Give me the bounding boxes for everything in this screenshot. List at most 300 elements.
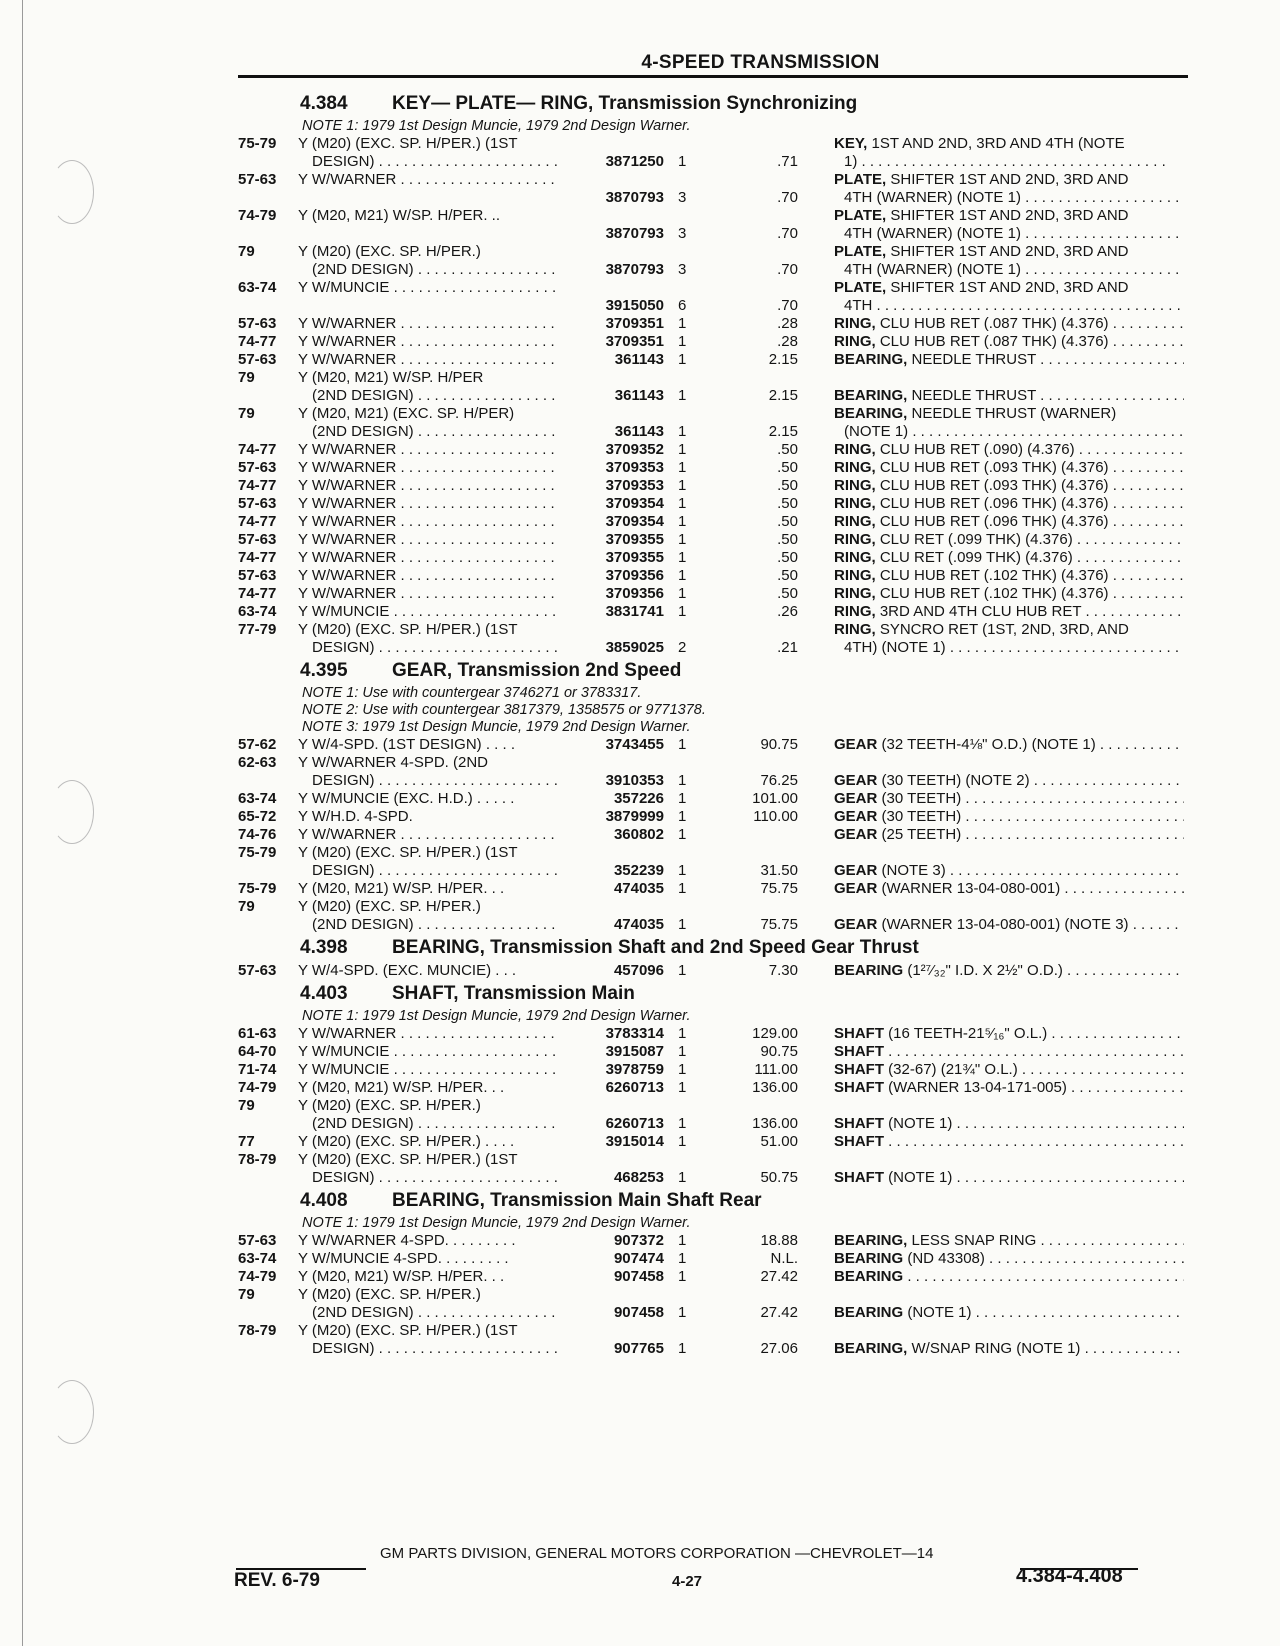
application: [298, 1097, 558, 1133]
application-line: [298, 405, 558, 423]
parts-row: [238, 585, 1188, 603]
application-text: Y (M20) (EXC. SP. H/PER.) (1ST: [298, 1322, 518, 1339]
application-line: [298, 549, 558, 567]
description: [834, 862, 1184, 880]
description-keyword: RING,: [834, 567, 876, 584]
description: [834, 135, 1184, 171]
description-text: CLU RET (.099 THK) (4.376): [879, 549, 1073, 566]
part-number: 3870793: [605, 189, 664, 206]
parts-row: [238, 513, 1188, 531]
application-line: [298, 477, 558, 495]
description-line: [834, 441, 1184, 459]
part-number: 352239: [613, 862, 664, 879]
parts-row: [238, 808, 1188, 826]
description: [834, 772, 1184, 790]
part-number: 3915050: [605, 297, 664, 314]
description-keyword: BEARING,: [834, 1340, 908, 1357]
description-line: [834, 1079, 1184, 1097]
description-text: SYNCRO RET (1ST, 2ND, 3RD, AND: [879, 621, 1129, 638]
application-line: [298, 1232, 558, 1250]
description-text: SHIFTER 1ST AND 2ND, 3RD AND: [890, 171, 1129, 188]
description: [834, 171, 1184, 207]
part-number: 6260713: [605, 1079, 664, 1096]
description-keyword: BEARING,: [834, 387, 908, 404]
quantity: 1: [678, 916, 687, 933]
binder-hole-mark: [50, 780, 94, 844]
application: [298, 1268, 558, 1286]
application-line: [298, 790, 558, 808]
price: 136.00: [752, 1079, 798, 1096]
description-text: (32-67) (21¾" O.L.): [888, 1061, 1018, 1078]
part-number: 3709354: [605, 513, 664, 530]
description-line: [834, 297, 1184, 315]
application-line: [298, 279, 558, 297]
model-years: 74-77: [238, 333, 277, 350]
price: 2.15: [768, 351, 798, 368]
footer-publisher: GM PARTS DIVISION, GENERAL MOTORS CORPORATION —CHEVROLET—14: [380, 1545, 934, 1562]
parts-row: [238, 962, 1188, 980]
description-line: [834, 808, 1184, 826]
application: [298, 1079, 558, 1097]
description: [834, 351, 1184, 369]
section-note: NOTE 3: 1979 1st Design Muncie, 1979 2nd Design Warner.: [302, 719, 691, 735]
quantity: 1: [678, 459, 687, 476]
price: .50: [777, 477, 798, 494]
binder-hole-mark: [50, 160, 94, 224]
description: [834, 1250, 1184, 1268]
quantity: 1: [678, 495, 687, 512]
parts-row: [238, 1061, 1188, 1079]
part-number: 3859025: [605, 639, 664, 656]
application-text: Y W/MUNCIE: [298, 279, 390, 296]
description-line: [834, 1025, 1184, 1043]
model-years: 74-79: [238, 1268, 277, 1285]
application-line: [298, 1340, 558, 1358]
price: 75.75: [760, 916, 798, 933]
binder-hole-mark: [50, 1380, 94, 1444]
description-text: W/SNAP RING (NOTE 1) . . . . . .: [911, 1340, 1131, 1357]
description: [834, 621, 1184, 657]
application-text: Y (M20, M21) (EXC. SP. H/PER): [298, 405, 515, 422]
application-text: Y W/MUNCIE: [298, 603, 390, 620]
application-text: Y W/MUNCIE (EXC. H.D.) . . . . .: [298, 790, 515, 807]
description-text: (30 TEETH) (NOTE 2): [881, 772, 1030, 789]
description-text: 1): [844, 153, 858, 170]
description-keyword: PLATE,: [834, 207, 887, 224]
parts-row: [238, 1151, 1188, 1187]
part-number: 907458: [613, 1304, 664, 1321]
description-line: [834, 790, 1184, 808]
description-text: (32 TEETH-4⅛" O.D.) (NOTE 1) . . . .: [881, 736, 1130, 753]
application-text: Y W/4-SPD. (EXC. MUNCIE) . . .: [298, 962, 517, 979]
application-line: [298, 261, 558, 279]
application-line: [298, 621, 558, 639]
parts-row: [238, 351, 1188, 369]
description-keyword: BEARING,: [834, 1232, 908, 1249]
part-number: 3831741: [605, 603, 664, 620]
quantity: 3: [678, 225, 687, 242]
application-line: [298, 441, 558, 459]
application-text: DESIGN): [312, 862, 375, 879]
application-text: Y W/H.D. 4-SPD.: [298, 808, 413, 825]
model-years: 78-79: [238, 1151, 277, 1168]
application-text: DESIGN): [312, 639, 375, 656]
application-text: Y W/MUNCIE 4-SPD. . . . . . . . .: [298, 1250, 509, 1267]
price: .50: [777, 459, 798, 476]
description-line: [834, 171, 1184, 189]
description-line: [834, 135, 1184, 153]
description-text: (WARNER 13-04-171-005) . . . . . . .: [888, 1079, 1126, 1096]
price: .50: [777, 549, 798, 566]
part-number: 3870793: [605, 225, 664, 242]
description-text: (NOTE 3): [881, 862, 946, 879]
description: [834, 459, 1184, 477]
quantity: 1: [678, 808, 687, 825]
description: [834, 531, 1184, 549]
description: [834, 826, 1184, 844]
application-line: [298, 1025, 558, 1043]
application-text: Y W/WARNER: [298, 315, 397, 332]
description-keyword: GEAR: [834, 772, 878, 789]
quantity: 1: [678, 826, 687, 843]
parts-row: [238, 549, 1188, 567]
application-text: Y W/WARNER: [298, 351, 397, 368]
section-number: 4.398: [300, 937, 348, 958]
section-note: NOTE 1: 1979 1st Design Muncie, 1979 2nd Design Warner.: [302, 1215, 691, 1231]
description-text: SHIFTER 1ST AND 2ND, 3RD AND: [890, 279, 1129, 296]
description-text: CLU HUB RET (.090) (4.376): [879, 441, 1075, 458]
application-text: Y W/WARNER: [298, 477, 397, 494]
part-number: 907765: [613, 1340, 664, 1357]
application-text: Y W/4-SPD. (1ST DESIGN) . . . .: [298, 736, 515, 753]
application-line: [298, 880, 558, 898]
application: [298, 549, 558, 567]
description-text: 4TH (WARNER) (NOTE 1): [844, 261, 1021, 278]
description-line: [834, 585, 1184, 603]
application-line: [298, 135, 558, 153]
part-number: 3709354: [605, 495, 664, 512]
description-text: 4TH) (NOTE 1): [844, 639, 946, 656]
application-line: [298, 1169, 558, 1187]
description-line: [834, 1169, 1184, 1187]
application-line: [298, 826, 558, 844]
description-line: [834, 603, 1184, 621]
model-years: 79: [238, 405, 255, 422]
part-number: 357226: [613, 790, 664, 807]
quantity: 1: [678, 880, 687, 897]
model-years: 65-72: [238, 808, 277, 825]
description-text: NEEDLE THRUST: [911, 351, 1036, 368]
quantity: 1: [678, 736, 687, 753]
quantity: 1: [678, 1043, 687, 1060]
application-text: Y W/WARNER: [298, 495, 397, 512]
description: [834, 808, 1184, 826]
quantity: 1: [678, 351, 687, 368]
description-line: [834, 261, 1184, 279]
part-number: 474035: [613, 916, 664, 933]
part-number: 3910353: [605, 772, 664, 789]
part-number: 3870793: [605, 261, 664, 278]
price: .50: [777, 495, 798, 512]
application: [298, 1025, 558, 1043]
description: [834, 603, 1184, 621]
price: 129.00: [752, 1025, 798, 1042]
part-number: 474035: [613, 880, 664, 897]
application-line: [298, 1322, 558, 1340]
quantity: 1: [678, 1169, 687, 1186]
description-keyword: RING,: [834, 513, 876, 530]
quantity: 6: [678, 297, 687, 314]
part-number: 3709356: [605, 585, 664, 602]
part-number: 3871250: [605, 153, 664, 170]
description-line: [834, 962, 1184, 980]
application: [298, 477, 558, 495]
price: .28: [777, 333, 798, 350]
price: 50.75: [760, 1169, 798, 1186]
application-text: Y W/WARNER: [298, 513, 397, 530]
application: [298, 603, 558, 621]
application: [298, 585, 558, 603]
quantity: 1: [678, 153, 687, 170]
parts-row: [238, 459, 1188, 477]
description: [834, 1232, 1184, 1250]
section-number: 4.408: [300, 1190, 348, 1211]
description-keyword: BEARING: [834, 962, 904, 979]
application: [298, 790, 558, 808]
application-text: Y (M20) (EXC. SP. H/PER.): [298, 243, 481, 260]
application-text: Y (M20, M21) W/SP. H/PER. . .: [298, 1079, 505, 1096]
price: 90.75: [760, 1043, 798, 1060]
model-years: 79: [238, 1286, 255, 1303]
description-line: [834, 531, 1184, 549]
parts-row: [238, 441, 1188, 459]
application-line: [298, 459, 558, 477]
description-line: [834, 772, 1184, 790]
model-years: 64-70: [238, 1043, 277, 1060]
page-edge-line: [22, 0, 23, 1646]
application-text: Y (M20) (EXC. SP. H/PER.) (1ST: [298, 621, 518, 638]
parts-row: [238, 1097, 1188, 1133]
description-line: [834, 387, 1184, 405]
parts-row: [238, 243, 1188, 279]
price: .71: [777, 153, 798, 170]
description: [834, 585, 1184, 603]
sections-container: [238, 90, 1188, 1358]
application-text: DESIGN): [312, 153, 375, 170]
application-line: [298, 495, 558, 513]
parts-row: [238, 880, 1188, 898]
application: [298, 1151, 558, 1187]
description-line: [834, 153, 1184, 171]
model-years: 75-79: [238, 844, 277, 861]
section-title: BEARING, Transmission Shaft and 2nd Speed Gear Thrust: [392, 937, 919, 958]
application: [298, 1286, 558, 1322]
description-line: [834, 736, 1184, 754]
part-number: 3709356: [605, 567, 664, 584]
part-number: 457096: [613, 962, 664, 979]
part-number: 3709351: [605, 333, 664, 350]
description-keyword: RING,: [834, 333, 876, 350]
parts-row: [238, 603, 1188, 621]
description: [834, 1304, 1184, 1322]
section-note: NOTE 2: Use with countergear 3817379, 1358575 or 9771378.: [302, 702, 706, 718]
page-header-title: 4-SPEED TRANSMISSION: [641, 52, 880, 73]
application: [298, 315, 558, 333]
description-keyword: RING,: [834, 585, 876, 602]
quantity: 1: [678, 1268, 687, 1285]
application-text: Y (M20, M21) W/SP. H/PER: [298, 369, 484, 386]
application-line: [298, 772, 558, 790]
description-keyword: RING,: [834, 441, 876, 458]
price: 51.00: [760, 1133, 798, 1150]
section-heading: [238, 980, 1188, 1008]
price: 27.42: [760, 1304, 798, 1321]
quantity: 1: [678, 790, 687, 807]
application-line: [298, 171, 558, 189]
description: [834, 1043, 1184, 1061]
application-line: [298, 916, 558, 934]
parts-row: [238, 736, 1188, 754]
part-number: 3978759: [605, 1061, 664, 1078]
section-heading: [238, 657, 1188, 685]
parts-row: [238, 171, 1188, 207]
application-text: Y (M20, M21) W/SP. H/PER. . .: [298, 880, 505, 897]
price: .50: [777, 567, 798, 584]
description-line: [834, 477, 1184, 495]
price: 136.00: [752, 1115, 798, 1132]
description: [834, 1025, 1184, 1043]
model-years: 78-79: [238, 1322, 277, 1339]
application-text: Y W/WARNER: [298, 585, 397, 602]
model-years: 79: [238, 898, 255, 915]
description-line: [834, 225, 1184, 243]
parts-row: [238, 826, 1188, 844]
application: [298, 531, 558, 549]
section-number: 4.384: [300, 93, 348, 114]
application-text: Y W/WARNER: [298, 441, 397, 458]
part-number: 3709353: [605, 459, 664, 476]
parts-row: [238, 1322, 1188, 1358]
part-number: 3709352: [605, 441, 664, 458]
description-text: NEEDLE THRUST: [911, 387, 1036, 404]
application-text: (2ND DESIGN): [312, 261, 414, 278]
application: [298, 736, 558, 754]
description-keyword: GEAR: [834, 880, 878, 897]
application-line: [298, 603, 558, 621]
model-years: 71-74: [238, 1061, 277, 1078]
model-years: 57-63: [238, 171, 277, 188]
quantity: 1: [678, 603, 687, 620]
description-line: [834, 315, 1184, 333]
description: [834, 549, 1184, 567]
application-text: Y W/WARNER 4-SPD. . . . . . . . .: [298, 1232, 516, 1249]
price: N.L.: [770, 1250, 798, 1267]
description: [834, 1268, 1184, 1286]
catalog-page: [238, 52, 1188, 1358]
application: [298, 754, 558, 790]
part-number: 3915014: [605, 1133, 664, 1150]
quantity: 1: [678, 513, 687, 530]
description-line: [834, 351, 1184, 369]
quantity: 3: [678, 261, 687, 278]
description: [834, 513, 1184, 531]
section-number: 4.403: [300, 983, 348, 1004]
price: .21: [777, 639, 798, 656]
application: [298, 1250, 558, 1268]
application: [298, 459, 558, 477]
description-text: SHIFTER 1ST AND 2ND, 3RD AND: [890, 207, 1129, 224]
model-years: 74-77: [238, 549, 277, 566]
description: [834, 1133, 1184, 1151]
description-text: (25 TEETH): [881, 826, 962, 843]
price: 27.42: [760, 1268, 798, 1285]
price: 75.75: [760, 880, 798, 897]
description: [834, 441, 1184, 459]
parts-row: [238, 754, 1188, 790]
application-text: Y (M20) (EXC. SP. H/PER.) . . . .: [298, 1133, 515, 1150]
application-line: [298, 1115, 558, 1133]
description-keyword: PLATE,: [834, 279, 887, 296]
part-number: 360802: [613, 826, 664, 843]
application-line: [298, 1286, 558, 1304]
description-keyword: BEARING: [834, 1250, 904, 1267]
application-line: [298, 1250, 558, 1268]
application-line: [298, 1079, 558, 1097]
description-text: (NOTE 1): [907, 1304, 972, 1321]
application-line: [298, 808, 558, 826]
description: [834, 207, 1184, 243]
application-text: Y (M20, M21) W/SP. H/PER. ..: [298, 207, 501, 224]
application-text: Y (M20) (EXC. SP. H/PER.): [298, 1286, 481, 1303]
price: 27.06: [760, 1340, 798, 1357]
application-line: [298, 639, 558, 657]
parts-row: [238, 844, 1188, 880]
description: [834, 387, 1184, 405]
model-years: 57-63: [238, 531, 277, 548]
model-years: 75-79: [238, 880, 277, 897]
price: .70: [777, 297, 798, 314]
application-line: [298, 423, 558, 441]
description-keyword: GEAR: [834, 826, 878, 843]
application-line: [298, 844, 558, 862]
parts-row: [238, 405, 1188, 441]
price: 18.88: [760, 1232, 798, 1249]
quantity: 1: [678, 1061, 687, 1078]
model-years: 63-74: [238, 1250, 277, 1267]
description: [834, 1115, 1184, 1133]
parts-row: [238, 333, 1188, 351]
model-years: 77: [238, 1133, 255, 1150]
description: [834, 243, 1184, 279]
description-keyword: RING,: [834, 531, 876, 548]
model-years: 57-63: [238, 567, 277, 584]
description-keyword: RING,: [834, 477, 876, 494]
model-years: 74-76: [238, 826, 277, 843]
model-years: 57-63: [238, 962, 277, 979]
model-years: 62-63: [238, 754, 277, 771]
price: 7.30: [768, 962, 798, 979]
price: .26: [777, 603, 798, 620]
model-years: 74-79: [238, 207, 277, 224]
description-line: [834, 639, 1184, 657]
description-line: [834, 862, 1184, 880]
quantity: 1: [678, 549, 687, 566]
model-years: 57-63: [238, 351, 277, 368]
parts-row: [238, 1079, 1188, 1097]
application: [298, 1232, 558, 1250]
model-years: 57-63: [238, 315, 277, 332]
price: 90.75: [760, 736, 798, 753]
